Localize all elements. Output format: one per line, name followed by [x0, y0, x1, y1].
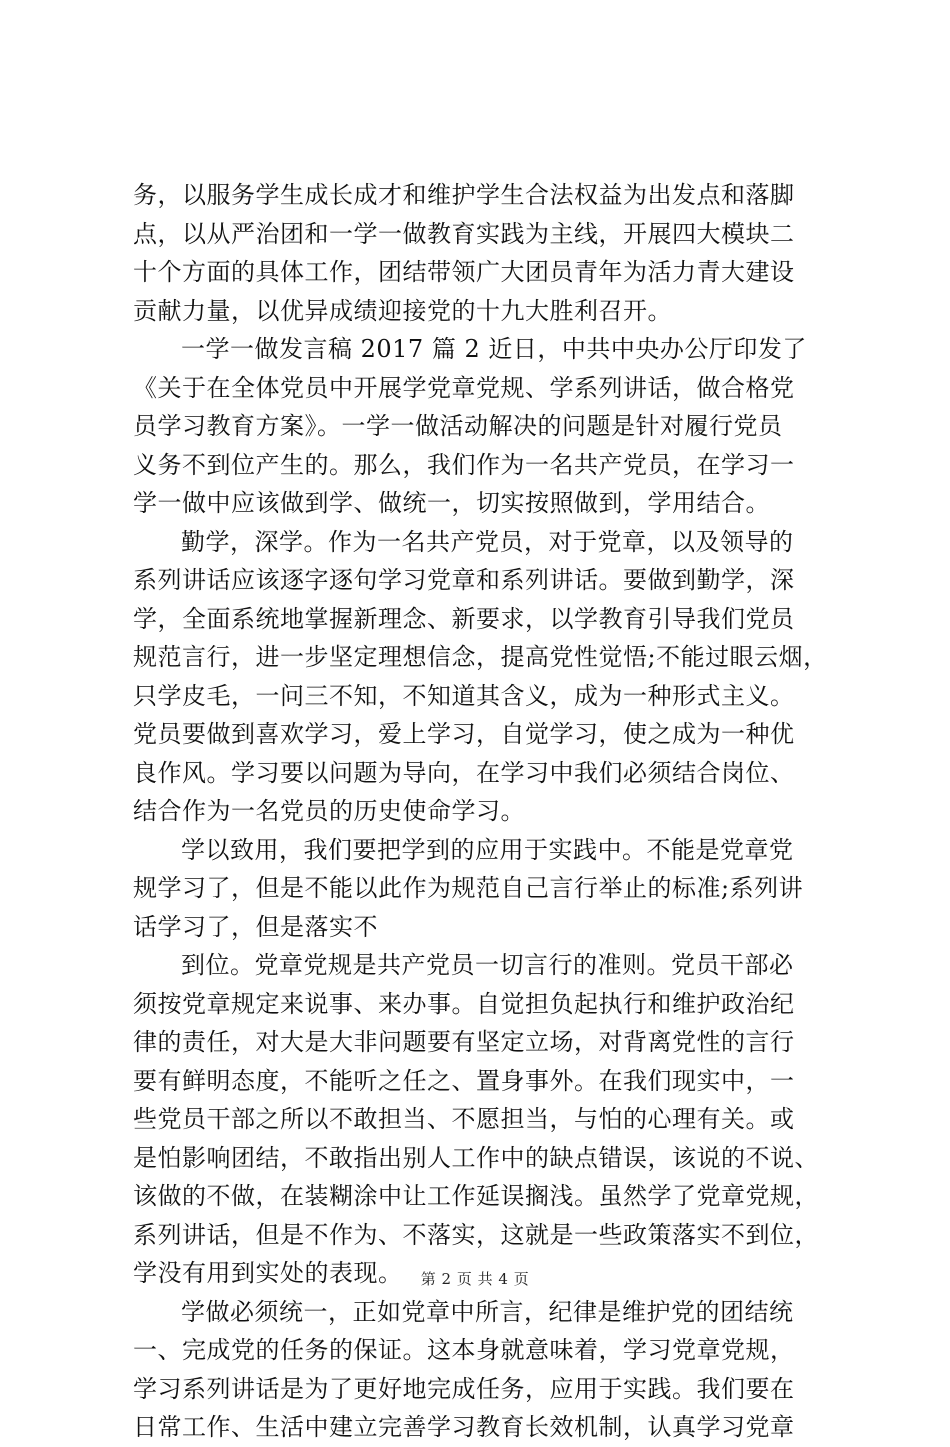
- text-line: 是怕影响团结，不敢指出别人工作中的缺点错误，该说的不说、: [133, 1143, 819, 1172]
- text-line: 一学一做发言稿 2017 篇 2 近日，中共中央办公厅印发了: [181, 335, 807, 363]
- text-line: 学习系列讲话是为了更好地完成任务，应用于实践。我们要在: [133, 1374, 795, 1403]
- text-line: 《关于在全体党员中开展学党章党规、学系列讲话，做合格党: [133, 373, 795, 402]
- text-line: 学没有用到实处的表现。: [133, 1259, 403, 1287]
- text-line: 日常工作、生活中建立完善学习教育长效机制，认真学习党章: [133, 1413, 795, 1441]
- text-line: 规学习了，但是不能以此作为规范自己言行举止的标准;系列讲: [133, 874, 804, 902]
- text-line: 结合作为一名党员的历史使命学习。: [133, 797, 525, 825]
- text-line: 些党员干部之所以不敢担当、不愿担当，与怕的心理有关。或: [133, 1105, 795, 1133]
- paragraph: [133, 831, 833, 947]
- text-line: 要有鲜明态度，不能听之任之、置身事外。在我们现实中，一: [133, 1066, 795, 1095]
- text-line: 学一做中应该做到学、做统一，切实按照做到，学用结合。: [133, 489, 770, 517]
- paragraph: [133, 946, 833, 1293]
- text-line: 规范言行，进一步坚定理想信念，提高党性觉悟;不能过眼云烟，: [133, 643, 828, 671]
- paragraph: [133, 523, 833, 831]
- text-line: 点，以从严治团和一学一做教育实践为主线，开展四大模块二: [133, 219, 795, 248]
- text-line: 学，全面系统地掌握新理念、新要求，以学教育引导我们党员: [133, 604, 795, 633]
- paragraph: [133, 176, 833, 330]
- text-line: 系列讲话应该逐字逐句学习党章和系列讲话。要做到勤学，深: [133, 566, 795, 594]
- text-line: 十个方面的具体工作，团结带领广大团员青年为活力青大建设: [133, 258, 795, 286]
- text-line: 话学习了，但是落实不: [133, 912, 378, 941]
- page-number-label: 第 2 页 共 4 页: [420, 1270, 530, 1288]
- text-line: 律的责任，对大是大非问题要有坚定立场，对背离党性的言行: [133, 1028, 795, 1056]
- page-footer: [0, 1268, 950, 1289]
- text-line: 党员要做到喜欢学习，爱上学习，自觉学习，使之成为一种优: [133, 720, 795, 748]
- text-line: 须按党章规定来说事、来办事。自觉担负起执行和维护政治纪: [133, 989, 795, 1018]
- text-line: 义务不到位产生的。那么，我们作为一名共产党员，在学习一: [133, 450, 795, 479]
- text-line: 一、完成党的任务的保证。这本身就意味着，学习党章党规，: [133, 1336, 795, 1364]
- text-line: 员学习教育方案》。一学一做活动解决的问题是针对履行党员: [133, 412, 783, 440]
- body-text: [133, 176, 833, 1447]
- paragraph: [133, 330, 833, 523]
- text-line: 学做必须统一，正如党章中所言，纪律是维护党的团结统: [181, 1297, 794, 1326]
- text-line: 系列讲话，但是不作为、不落实，这就是一些政策落实不到位，: [133, 1220, 819, 1249]
- text-line: 贡献力量，以优异成绩迎接党的十九大胜利召开。: [133, 296, 672, 325]
- text-line: 良作风。学习要以问题为导向，在学习中我们必须结合岗位、: [133, 758, 795, 787]
- text-line: 到位。党章党规是共产党员一切言行的准则。党员干部必: [181, 951, 794, 979]
- text-line: 学以致用，我们要把学到的应用于实践中。不能是党章党: [181, 835, 794, 864]
- paragraph: [133, 1293, 833, 1447]
- text-line: 务，以服务学生成长成才和维护学生合法权益为出发点和落脚: [133, 181, 795, 209]
- text-line: 该做的不做，在装糊涂中让工作延误搁浅。虽然学了党章党规，: [133, 1182, 819, 1210]
- text-line: 勤学，深学。作为一名共产党员，对于党章，以及领导的: [181, 527, 794, 556]
- text-line: 只学皮毛，一问三不知，不知道其含义，成为一种形式主义。: [133, 681, 795, 710]
